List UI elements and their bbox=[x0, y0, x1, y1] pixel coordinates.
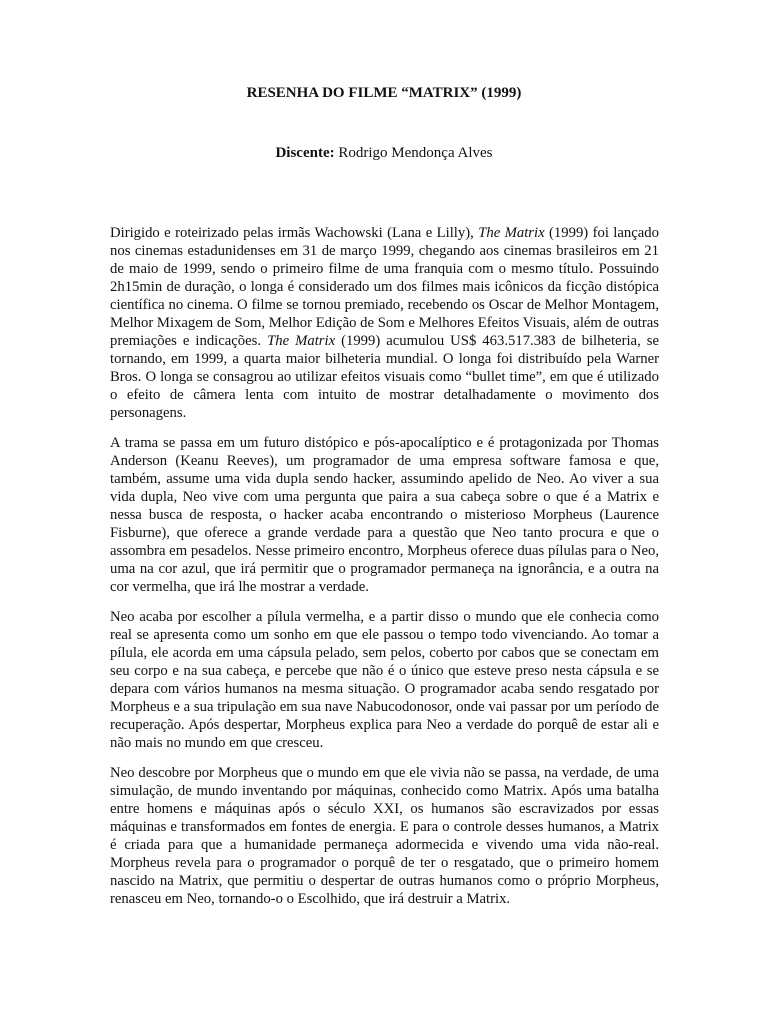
paragraph-1 bbox=[110, 224, 659, 422]
movie-title-italic: The Matrix bbox=[267, 333, 336, 349]
document-title: RESENHA DO FILME “MATRIX” (1999) bbox=[246, 85, 522, 101]
author-label: Discente: bbox=[275, 145, 335, 161]
review-body bbox=[110, 224, 659, 920]
author-name: Rodrigo Mendonça Alves bbox=[338, 145, 493, 161]
paragraph-3: Neo acaba por escolher a pílula vermelha, e a partir disso o mundo que ele conhecia como real se apresenta como um sonho em que ele passou o tempo todo vivenciando. Ao tomar a pílula, ele acorda em uma cápsula pelado, sem pelos, coberto por cabos que se conectam em seu corpo e na sua cabeça, e percebe que não é o único que esteve preso nesta cápsula e se depara com vários humanos na mesma situação. O programador acaba sendo resgatado por Morpheus e a sua tripulação em sua nave Nabucodonosor, onde vai passar por um período de recuperação. Após despertar, Morpheus explica para Neo a verdade do porquê de estar ali e não mais no mundo em que cresceu. bbox=[110, 609, 659, 751]
paragraph-2: A trama se passa em um futuro distópico e pós-apocalíptico e é protagonizada por Thomas Anderson (Keanu Reeves), um programador de uma empresa software famosa e que, também, assume uma vida dupla sendo hacker, assumindo apelido de Neo. Ao viver a sua vida dupla, Neo vive com uma pergunta que paira a sua cabeça sobre o que é a Matrix e nessa busca de resposta, o hacker acaba encontrando o misterioso Morpheus (Laurence Fisburne), que oferece a grande verdade para a questão que Neo tanto procura e que o assombra em pesadelos. Nesse primeiro encontro, Morpheus oferece duas pílulas para o Neo, uma na cor azul, que irá permitir que o programador permaneça na ignorância, e a outra na cor vermelha, que irá lhe mostrar a verdade. bbox=[110, 435, 659, 595]
paragraph-1-part-e: (1999) acumulou US$ 463.517.383 de bilheteria, se tornando, em 1999, a quarta maior bilheteria mundial. O longa foi distribuído pela Warner Bros. O longa se consagrou ao utilizar efeitos visuais como “bullet time”, em que é utilizado o efeito de câmera lenta com intuito de mostrar detalhadamente o movimento dos personagens. bbox=[110, 333, 659, 421]
paragraph-4: Neo descobre por Morpheus que o mundo em que ele vivia não se passa, na verdade, de uma simulação, de mundo inventando por máquinas, conhecido como Matrix. Após uma batalha entre homens e máquinas após o século XXI, os humanos são escravizados por essas máquinas e transformados em fontes de energia. E para o controle desses humanos, a Matrix é criada para que a humanidade permaneça adormecida e vivendo uma vida não-real. Morpheus revela para o programador o porquê de ter o resgatado, que o primeiro homem nascido na Matrix, que permitiu o despertar de outras humanos como o próprio Morpheus, renasceu em Neo, tornando-o o Escolhido, que irá destruir a Matrix. bbox=[110, 765, 659, 907]
paragraph-1-part-a: Dirigido e roteirizado pelas irmãs Wachowski (Lana e Lilly), bbox=[110, 225, 479, 241]
author-line bbox=[0, 143, 768, 163]
movie-title-italic: The Matrix bbox=[478, 225, 545, 241]
paragraph-1-part-c: (1999) foi lançado nos cinemas estadunidenses em 31 de março 1999, chegando aos cinemas brasileiros em 21 de maio de 1999, sendo o primeiro filme de uma franquia com o mesmo título. Possuindo 2h15min de duração, o longa é considerado um dos filmes mais icônicos da ficção distópica científica no cinema. O filme se tornou premiado, recebendo os Oscar de Melhor Montagem, Melhor Mixagem de Som, Melhor Edição de Som e Melhores Efeitos Visuais, além de outras premiações e indicações. bbox=[110, 225, 659, 349]
